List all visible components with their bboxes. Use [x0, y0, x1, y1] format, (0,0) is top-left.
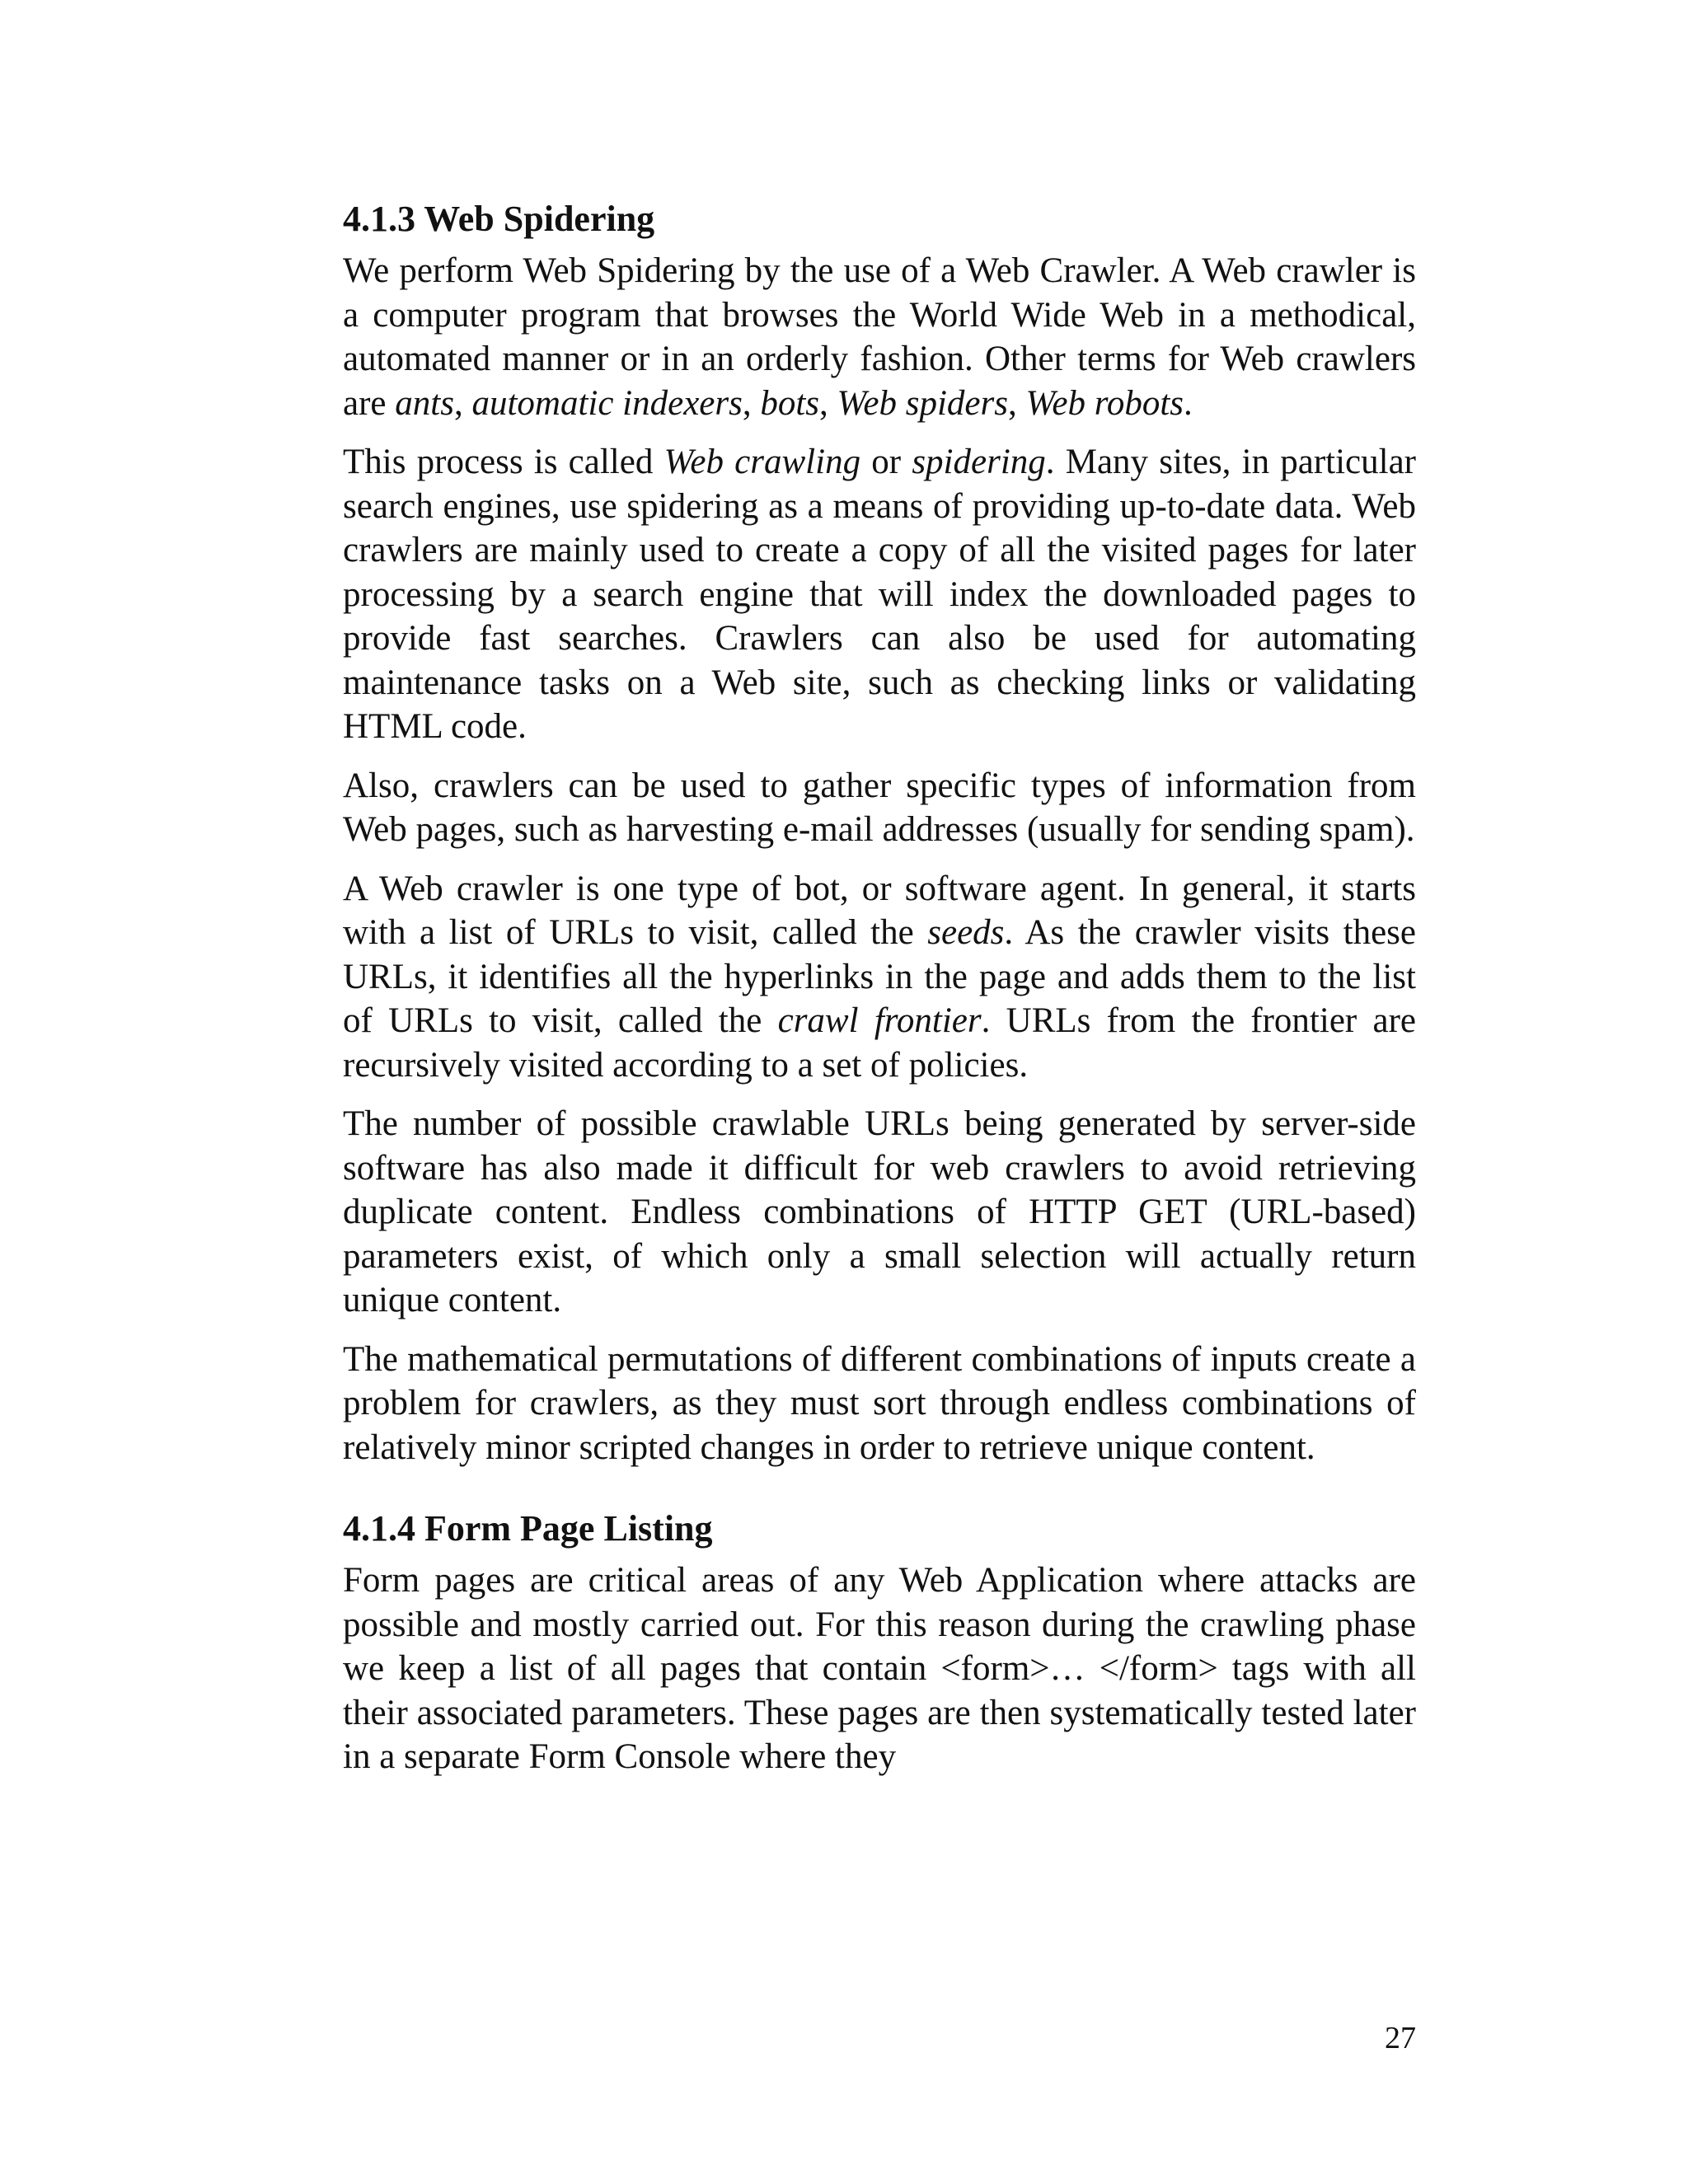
paragraph-form-pages: Form pages are critical areas of any Web Application where attacks are possible and mostly carried out. For this reason during the crawling phase we keep a list of all pages that contain <form>… </form> tags with all their associated parameters. These pages are then systematically tested later in a separate Form Console where they: [343, 1561, 1416, 1776]
paragraph-web-crawler-definition: We perform Web Spidering by the use of a Web Crawler. A Web crawler is a computer program that browses the World Wide Web in a methodical, automated manner or in an orderly fashion. Other terms for Web crawlers are ants, automatic indexers, bots, Web spiders, Web robots.: [343, 251, 1416, 423]
page-number: 27: [1385, 2021, 1416, 2055]
page-content: [343, 194, 1416, 1794]
paragraph-permutations: The mathematical permutations of different combinations of inputs create a problem for crawlers, as they must sort through endless combinations of relatively minor scripted changes in order to retrieve unique content.: [343, 1339, 1416, 1467]
paragraph-duplicate-content: The number of possible crawlable URLs being generated by server-side software has also made it difficult for web crawlers to avoid retrieving duplicate content. Endless combinations of HTTP GET (URL-based) parameters exist, of which only a small selection will actually return unique content.: [343, 1104, 1416, 1319]
paragraph-information-gathering: Also, crawlers can be used to gather specific types of information from Web pages, such as harvesting e-mail addresses (usually for sending spam).: [343, 766, 1416, 849]
section-heading-web-spidering: 4.1.3 Web Spidering: [343, 199, 655, 239]
paragraph-seeds-frontier: A Web crawler is one type of bot, or software agent. In general, it starts with a list of URLs to visit, called the seeds. As the crawler visits these URLs, it identifies all the hyperlinks in the page and adds them to the list of URLs to visit, called the crawl frontier. URLs from the frontier are recursively visited according to a set of policies.: [343, 869, 1416, 1085]
section-heading-form-page-listing: 4.1.4 Form Page Listing: [343, 1508, 713, 1549]
paragraph-web-crawling-process: This process is called Web crawling or spidering. Many sites, in particular search engines, use spidering as a means of providing up-to-date data. Web crawlers are mainly used to create a copy of all the visited pages for later processing by a search engine that will index the downloaded pages to provide fast searches. Crawlers can also be used for automating maintenance tasks on a Web site, such as checking links or validating HTML code.: [343, 443, 1416, 746]
